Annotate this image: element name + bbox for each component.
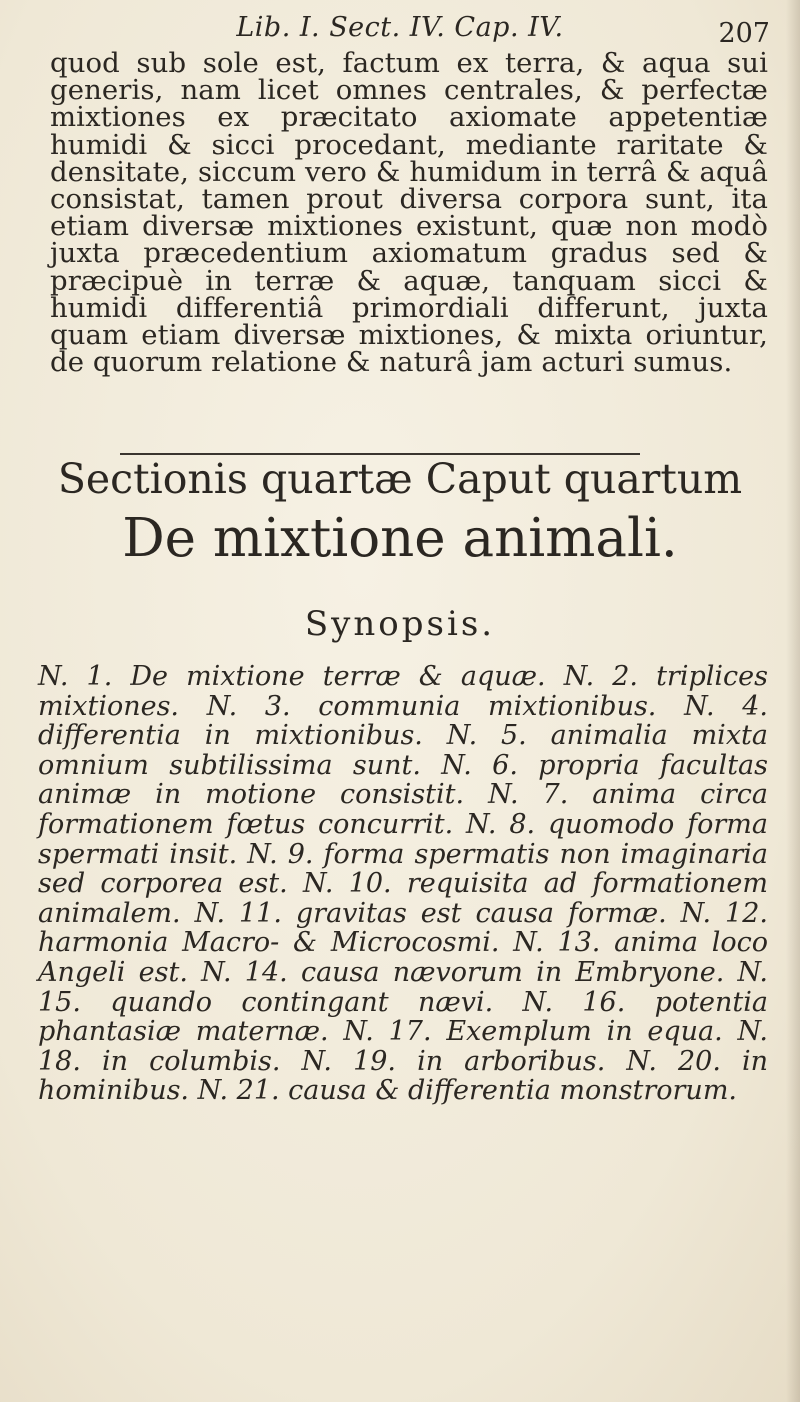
page-number: 207 bbox=[718, 18, 770, 49]
chapter-title: De mixtione animali. bbox=[122, 508, 678, 569]
page-edge-shadow bbox=[786, 0, 800, 1402]
page-header bbox=[0, 12, 800, 52]
synopsis-text bbox=[38, 662, 768, 1106]
synopsis-paragraph: N. 1. De mixtione terræ & aquæ. N. 2. triplices mixtiones. N. 3. communia mixtionibus. N. 4. differentia in mixtionibus. N. 5. animalia mixta omnium subtilissima sunt. N. 6. propria facultas animæ in motione consistit. N. 7. anima circa formationem fœtus concurrit. N. 8. quomodo forma spermati insit. N. 9. forma spermatis non imaginaria sed corporea est. N. 10. requisita ad formationem animalem. N. 11. gravitas est causa formæ. N. 12. harmonia Macro- & Microcosmi. N. 13. anima loco Angeli est. N. 14. causa nævorum in Embryone. N. 15. quando contingant nævi. N. 16. potentia phantasiæ maternæ. N. 17. Exemplum in equa. N. 18. in columbis. N. 19. in arboribus. N. 20. in hominibus. N. 21. causa & differentia monstrorum. bbox=[38, 661, 768, 1107]
body-paragraph: quod sub sole est, factum ex terra, & aqua sui generis, nam licet omnes centrales, & perfectæ mixtiones ex præcitato axiomate appetentiæ humidi & sicci procedant, mediante raritate & densitate, siccum vero & humidum in terrâ & aquâ consistat, tamen prout diversa corpora sunt, ita etiam diversæ mixtiones existunt, quæ non modò juxta præcedentium axiomatum gradus sed & præcipuè in terræ & aquæ, tanquam sicci & humidi differentiâ primordiali differunt, juxta quam etiam diversæ mixtiones, & mixta oriuntur, de quorum relatione & naturâ jam acturi sumus. bbox=[50, 47, 768, 379]
body-text bbox=[50, 47, 768, 379]
synopsis-label: Synopsis. bbox=[304, 604, 496, 644]
running-head: Lib. I. Sect. IV. Cap. IV. bbox=[236, 12, 564, 43]
section-heading: Sectionis quartæ Caput quartum bbox=[57, 455, 743, 503]
